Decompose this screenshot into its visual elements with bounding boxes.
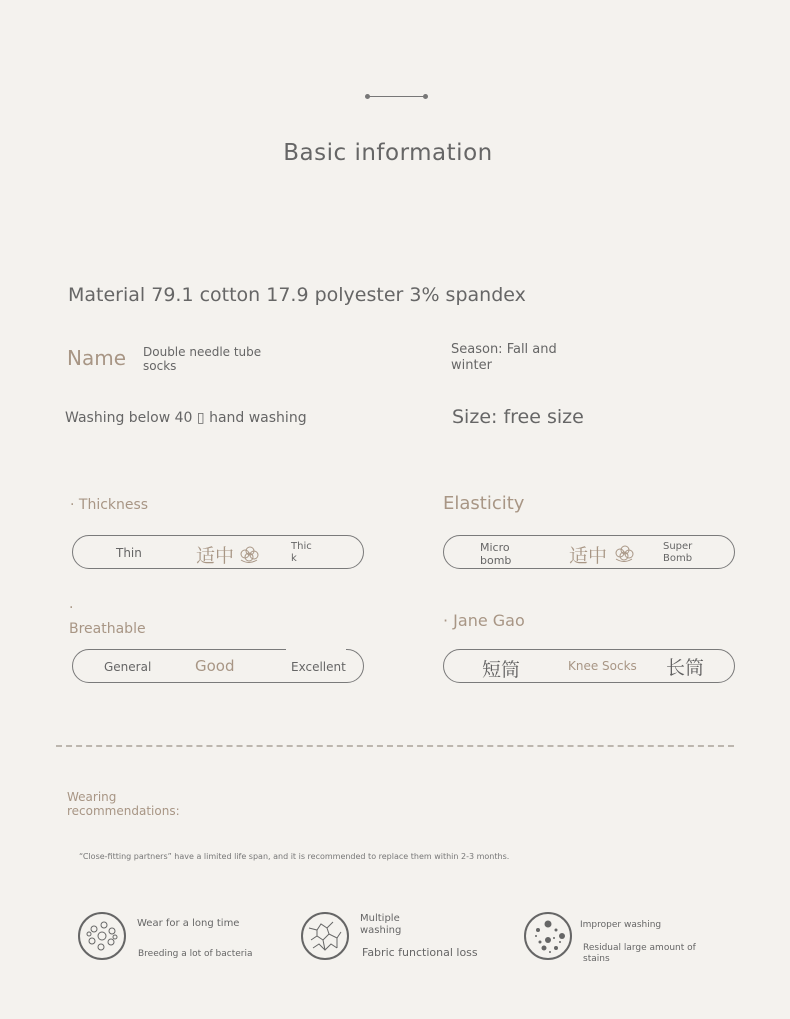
thickness-thick-line1: Thic (291, 541, 312, 552)
season-line2: winter (451, 358, 492, 373)
item1-line2: Breeding a lot of bacteria (138, 949, 253, 959)
breathable-scale-gap (286, 648, 346, 651)
jane-gao-option-short: 短筒 (482, 659, 521, 681)
divider-dot-left (365, 94, 370, 99)
item2-line1a: Multiple (360, 913, 400, 924)
elasticity-label: Elasticity (443, 493, 525, 514)
breathable-option-good: Good (195, 657, 235, 675)
item3-line2 (583, 943, 696, 965)
stains-icon (524, 912, 572, 960)
name-value-line2: socks (143, 359, 177, 373)
breathable-option-excellent: Excellent (291, 660, 346, 674)
wearing-title (67, 790, 180, 818)
material-text: Material 79.1 cotton 17.9 polyester 3% spandex (68, 284, 526, 306)
breathable-dot: · (69, 600, 74, 616)
elasticity-micro-line2: bomb (480, 554, 512, 567)
thickness-label: · Thickness (70, 497, 149, 513)
divider-dot-right (423, 94, 428, 99)
header-divider-line (367, 96, 425, 97)
item3-line1: Improper washing (580, 920, 662, 930)
breathable-option-general: General (104, 660, 152, 674)
wearing-title-line2: recommendations: (67, 804, 180, 818)
thickness-option-thin: Thin (116, 546, 142, 560)
size-text: Size: free size (452, 406, 584, 428)
name-value-line1: Double needle tube (143, 345, 262, 359)
item3-line2b: stains (583, 954, 610, 964)
item2-line1 (360, 913, 401, 937)
item2-line2: Fabric functional loss (362, 946, 478, 959)
page-title: Basic information (283, 140, 493, 166)
cotton-flower-icon (612, 543, 636, 569)
name-label: Name (67, 346, 127, 370)
season-line1: Season: Fall and (451, 342, 557, 357)
bacteria-icon (78, 912, 126, 960)
elasticity-option-micro (480, 541, 511, 567)
thickness-thick-line2: k (291, 553, 297, 564)
name-value (143, 345, 261, 373)
jane-gao-label: · Jane Gao (443, 611, 525, 630)
elasticity-option-super (663, 541, 692, 565)
elasticity-micro-line1: Micro (480, 541, 510, 554)
thickness-option-thick (291, 541, 312, 565)
breathable-label: Breathable (69, 621, 146, 637)
elasticity-super-line2: Bomb (663, 553, 693, 564)
jane-gao-option-long: 长筒 (666, 657, 705, 679)
jane-gao-option-knee: Knee Socks (568, 659, 637, 673)
wearing-title-line1: Wearing (67, 790, 117, 804)
elasticity-super-line1: Super (663, 541, 693, 552)
wearing-note: “Close-fitting partners” have a limited life span, and it is recommended to replace them within 2-3 months. (79, 852, 510, 861)
thickness-option-moderate: 适中 (196, 545, 235, 567)
elasticity-option-moderate: 适中 (569, 545, 608, 567)
item3-line2a: Residual large amount of (583, 943, 696, 953)
item2-line1b: washing (360, 925, 402, 936)
item1-line1: Wear for a long time (137, 918, 240, 929)
cracked-fabric-icon (301, 912, 349, 960)
section-divider (56, 745, 734, 747)
elasticity-scale-gap (476, 569, 528, 572)
washing-text: Washing below 40 ▯ hand washing (65, 410, 307, 426)
season-text (451, 342, 581, 374)
cotton-flower-icon (237, 544, 261, 570)
